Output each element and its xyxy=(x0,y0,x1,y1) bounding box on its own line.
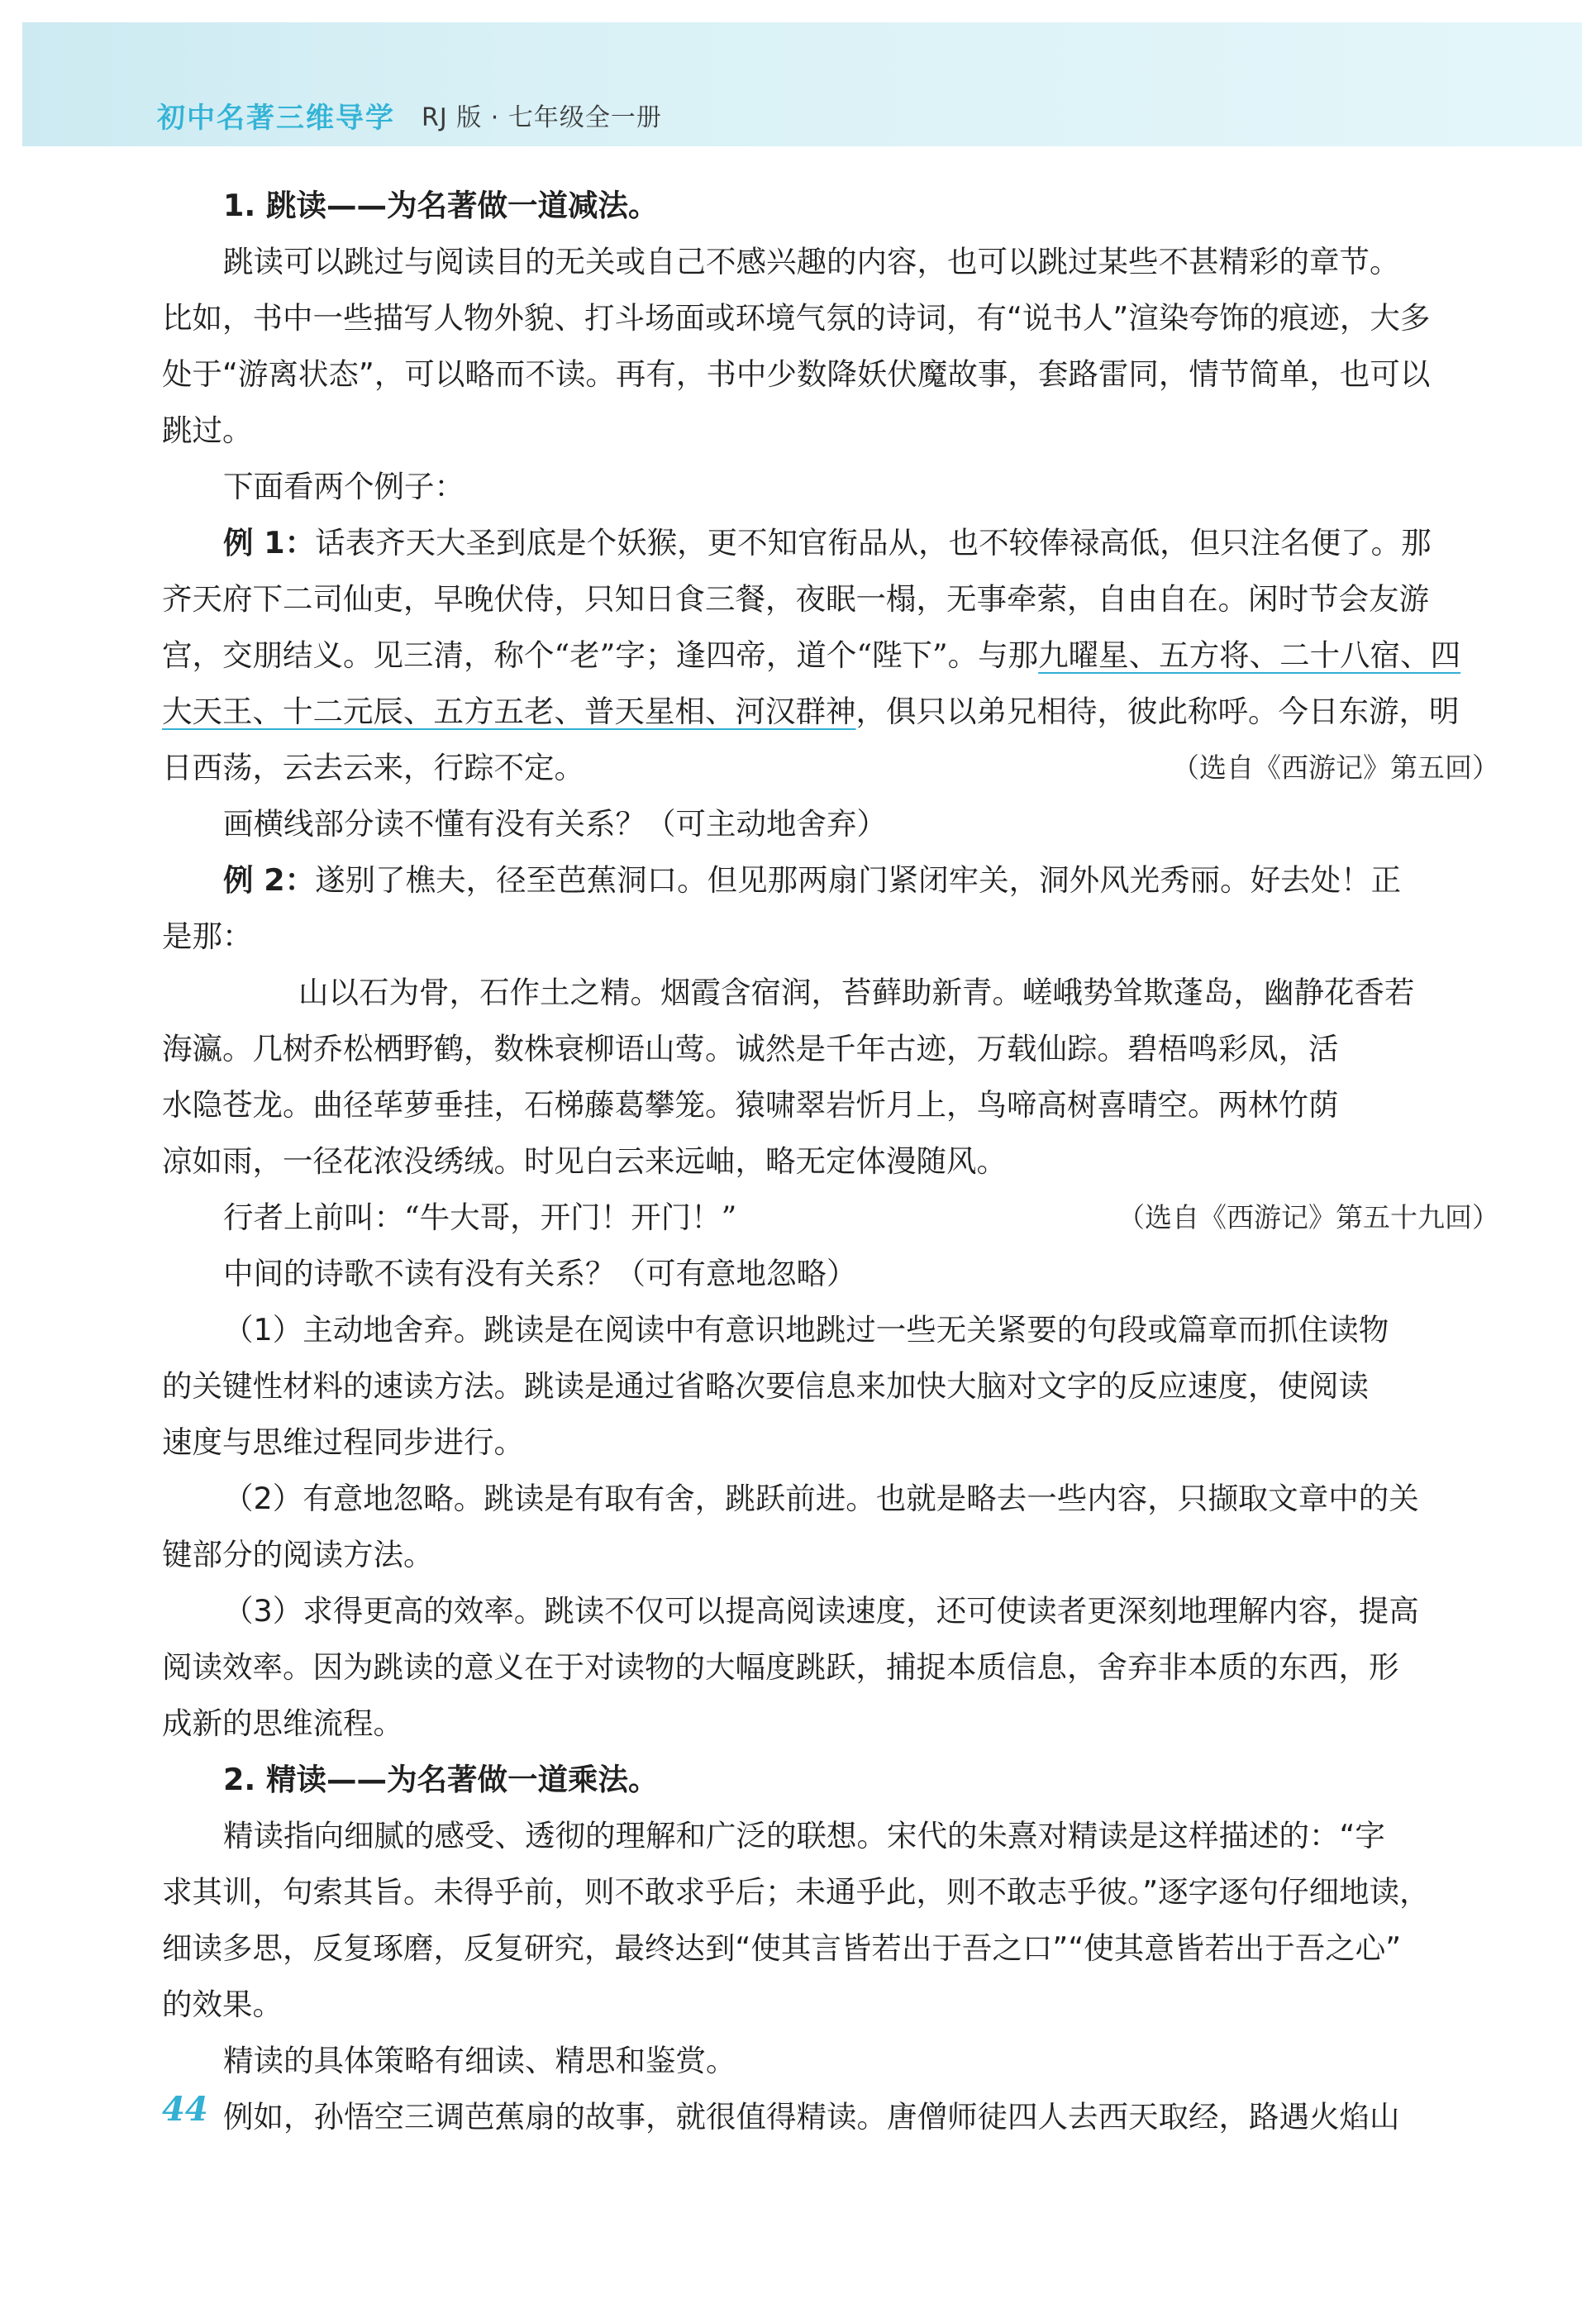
poem-line: 凉如雨，一径花浓没绣绒。时见白云来远岫，略无定体漫随风。 xyxy=(162,1143,1007,1179)
paragraph-line: 精读指向细腻的感受、透彻的理解和广泛的联想。宋代的朱熹对精读是这样描述的：“字 xyxy=(223,1818,1385,1853)
point-3-line: 成新的思维流程。 xyxy=(162,1705,403,1741)
paragraph-line: 比如，书中一些描写人物外貌、打斗场面或环境气氛的诗词，有“说书人”渲染夸饰的痕迹，大多 xyxy=(162,300,1431,336)
section-heading-skim: 1. 跳读——为名著做一道减法。 xyxy=(223,188,659,223)
example-1-label: 例 1： xyxy=(223,525,316,560)
book-edition: RJ 版 · 七年级全一册 xyxy=(422,103,662,132)
point-2-line: （2）有意地忽略。跳读是有取有舍，跳跃前进。也就是略去一些内容，只撷取文章中的关 xyxy=(223,1481,1419,1516)
point-1-line: 的关键性材料的速读方法。跳读是通过省略次要信息来加快大脑对文字的反应速度，使阅读 xyxy=(162,1368,1369,1404)
paragraph-line: 的效果。 xyxy=(162,1987,283,2022)
examples-intro: 下面看两个例子： xyxy=(223,469,465,504)
example-1-line: 齐天府下二司仙吏，早晚伏侍，只知日食三餐，夜眠一榻，无事牵萦，自由自在。闲时节会友游 xyxy=(162,581,1429,617)
page-number: 44 xyxy=(162,2090,208,2129)
example-1-question: 画横线部分读不懂有没有关系？（可主动地舍弃） xyxy=(223,806,887,842)
example-2-source: （选自《西游记》第五十九回） xyxy=(1117,1201,1499,1233)
example-2-line: 是那： xyxy=(162,918,253,954)
example-1-line: 日西荡，云去云来，行踪不定。 （选自《西游记》第五回） xyxy=(162,740,1499,796)
point-2-line: 键部分的阅读方法。 xyxy=(162,1537,434,1572)
point-3-line: （3）求得更高的效率。跳读不仅可以提高阅读速度，还可使读者更深刻地理解内容，提高 xyxy=(223,1593,1419,1629)
example-2-label: 例 2： xyxy=(223,862,316,898)
paragraph-line: 处于“游离状态”，可以略而不读。再有，书中少数降妖伏魔故事，套路雷同，情节简单，也可以 xyxy=(162,356,1431,392)
paragraph-line: 求其训，句索其旨。未得乎前，则不敢求乎后；未通乎此，则不敢志乎彼。”逐字逐句仔细地读， xyxy=(162,1874,1430,1910)
point-1-line: 速度与思维过程同步进行。 xyxy=(162,1424,524,1460)
example-1-line: 例 1：话表齐天大圣到底是个妖猴，更不知官衔品从，也不较俸禄高低，但只注名便了。那 xyxy=(223,525,1432,560)
paragraph-line: 精读的具体策略有细读、精思和鉴赏。 xyxy=(223,2043,736,2078)
book-series-title: 初中名著三维导学 xyxy=(157,102,395,135)
point-1-line: （1）主动地舍弃。跳读是在阅读中有意识地跳过一些无关紧要的句段或篇章而抓住读物 xyxy=(223,1312,1389,1348)
example-2-line: 行者上前叫：“牛大哥，开门！开门！” （选自《西游记》第五十九回） xyxy=(162,1190,1499,1246)
paragraph-line: 跳读可以跳过与阅读目的无关或自己不感兴趣的内容，也可以跳过某些不甚精彩的章节。 xyxy=(223,244,1400,279)
underlined-text: 九曜星、五方将、二十八宿、四 xyxy=(1038,637,1461,673)
point-3-line: 阅读效率。因为跳读的意义在于对读物的大幅度跳跃，捕捉本质信息，舍弃非本质的东西，形 xyxy=(162,1649,1399,1685)
page-body xyxy=(162,178,1499,2145)
paragraph-line: 例如，孙悟空三调芭蕉扇的故事，就很值得精读。唐僧师徒四人去西天取经，路遇火焰山 xyxy=(223,2099,1400,2135)
section-heading-intensive: 2. 精读——为名著做一道乘法。 xyxy=(223,1762,659,1797)
paragraph-line: 细读多思，反复琢磨，反复研究，最终达到“使其言皆若出于吾之口”“使其意皆若出于吾之心” xyxy=(162,1930,1402,1966)
example-2-question: 中间的诗歌不读有没有关系？（可有意地忽略） xyxy=(223,1256,857,1291)
poem-line: 海瀛。几树乔松栖野鹤，数株衰柳语山莺。诚然是千年古迹，万载仙踪。碧梧鸣彩凤，活 xyxy=(162,1031,1339,1066)
poem-line: 山以石为骨，石作土之精。烟霞含宿润，苔藓助新青。嵯峨势耸欺蓬岛，幽静花香若 xyxy=(298,975,1415,1010)
example-1-source: （选自《西游记》第五回） xyxy=(1172,751,1499,784)
example-1-line: 宫，交朋结义。见三清，称个“老”字；逢四帝，道个“陛下”。与那九曜星、五方将、二十八宿、四 xyxy=(162,637,1461,673)
poem-line: 水隐苍龙。曲径荜萝垂挂，石梯藤葛攀笼。猿啸翠岩忻月上，鸟啼高树喜晴空。两林竹荫 xyxy=(162,1087,1339,1123)
underlined-text: 大天王、十二元辰、五方五老、普天星相、河汉群神 xyxy=(162,694,856,729)
paragraph-line: 跳过。 xyxy=(162,413,253,448)
example-2-line: 例 2：遂别了樵夫，径至芭蕉洞口。但见那两扇门紧闭牢关，洞外风光秀丽。好去处！正 xyxy=(223,862,1402,898)
example-1-line: 大天王、十二元辰、五方五老、普天星相、河汉群神，俱只以弟兄相待，彼此称呼。今日东游，明 xyxy=(162,694,1460,729)
